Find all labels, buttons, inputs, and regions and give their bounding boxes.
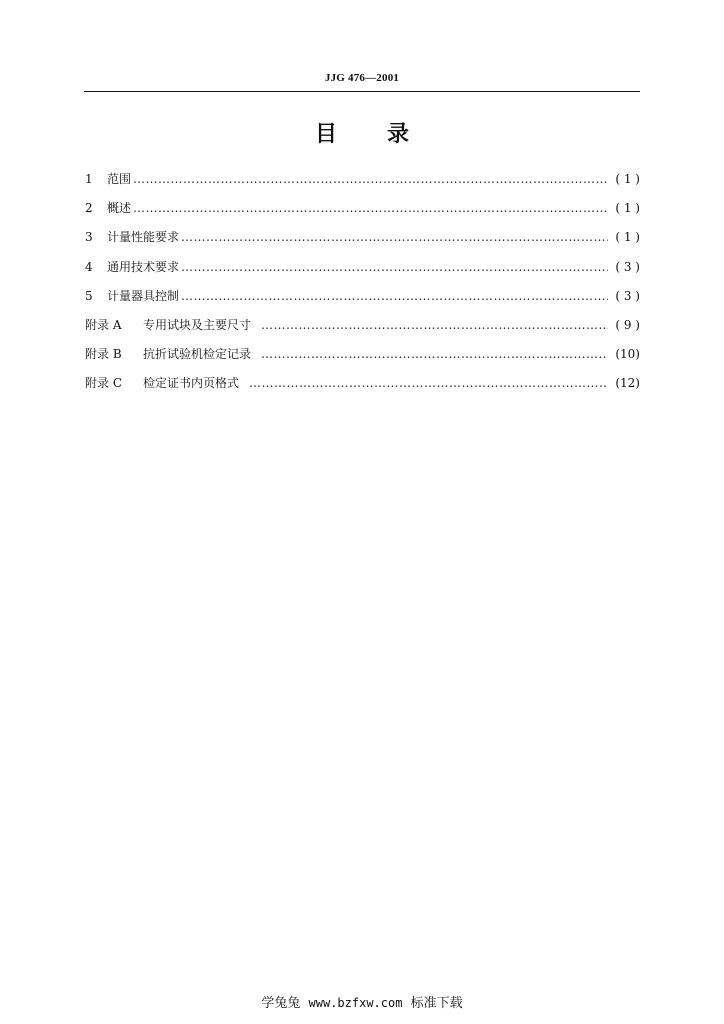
toc-dot-leader xyxy=(181,287,608,305)
toc-entry-page: ( 1 ) xyxy=(615,172,640,186)
toc-entry-number: 5 xyxy=(85,288,93,303)
toc-list xyxy=(85,170,640,404)
title-char-1: 目 xyxy=(314,122,337,147)
toc-dot-leader xyxy=(261,345,608,363)
toc-entry-title: 通用技术要求 xyxy=(107,259,180,274)
toc-entry-page: ( 3 ) xyxy=(615,259,640,274)
toc-entry-number: 1 xyxy=(85,172,93,186)
toc-entry[interactable] xyxy=(85,258,640,287)
toc-dot-leader xyxy=(133,170,608,188)
toc-entry-title: 专用试块及主要尺寸 xyxy=(143,317,252,332)
toc-entry-page: ( 3 ) xyxy=(615,288,640,303)
toc-entry[interactable] xyxy=(85,287,640,316)
toc-dot-leader xyxy=(249,374,608,392)
toc-entry[interactable] xyxy=(85,170,640,199)
toc-entry-number: 2 xyxy=(85,201,93,216)
toc-entry-title: 计量器具控制 xyxy=(107,288,180,303)
toc-entry-title: 范围 xyxy=(107,172,132,186)
footer-watermark xyxy=(0,992,724,1011)
document-code: JJG 476—2001 xyxy=(324,72,400,84)
toc-entry-page: (12) xyxy=(615,376,640,391)
toc-entry-page: ( 9 ) xyxy=(615,317,640,332)
toc-entry-page: ( 1 ) xyxy=(615,201,640,216)
toc-entry[interactable] xyxy=(85,199,640,228)
toc-dot-leader xyxy=(181,228,608,246)
toc-entry-number: 附录 A xyxy=(85,317,122,332)
toc-entry[interactable] xyxy=(85,316,640,345)
toc-dot-leader xyxy=(133,199,608,217)
toc-dot-leader xyxy=(181,258,608,276)
toc-entry-number: 附录 B xyxy=(85,347,122,362)
page-title xyxy=(0,121,724,149)
toc-dot-leader xyxy=(261,316,608,334)
footer-url[interactable]: www.bzfxw.com xyxy=(308,996,403,1010)
toc-entry-title: 检定证书内页格式 xyxy=(143,376,240,391)
toc-entry[interactable] xyxy=(85,345,640,374)
header-rule xyxy=(84,91,640,92)
toc-entry-title: 抗折试验机检定记录 xyxy=(143,347,252,362)
footer-tagline: 标准下载 xyxy=(410,996,463,1011)
title-char-2: 录 xyxy=(387,122,410,147)
toc-entry-number: 4 xyxy=(85,259,93,274)
toc-entry-title: 计量性能要求 xyxy=(107,230,180,245)
toc-entry-number: 附录 C xyxy=(85,376,122,391)
toc-entry-number: 3 xyxy=(85,230,93,245)
toc-entry-page: ( 1 ) xyxy=(615,230,640,245)
toc-entry-page: (10) xyxy=(615,347,640,362)
footer-site-name: 学兔兔 xyxy=(261,996,301,1011)
toc-entry[interactable] xyxy=(85,228,640,257)
toc-entry[interactable] xyxy=(85,374,640,403)
toc-entry-title: 概述 xyxy=(107,201,132,216)
